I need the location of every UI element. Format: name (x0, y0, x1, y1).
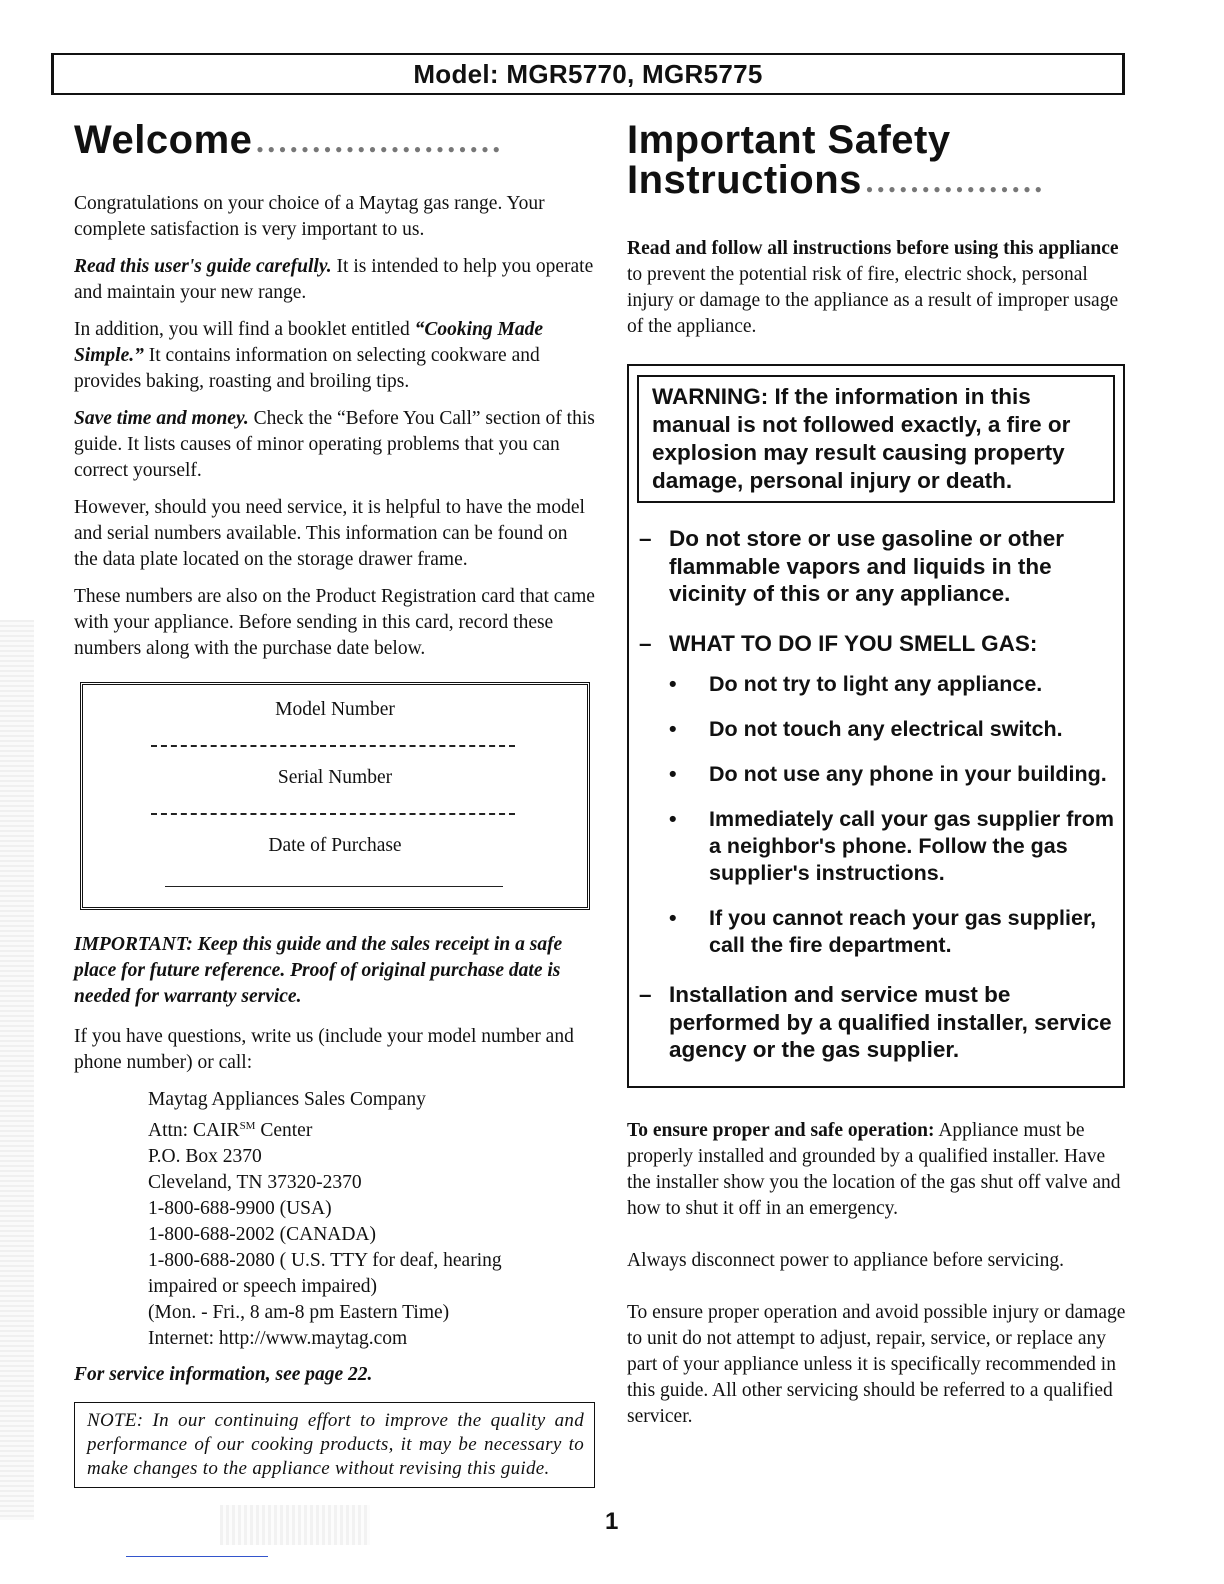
welcome-paragraph-4: Save time and money. Check the “Before You Call” section of this guide. It lists causes of minor operating problems that you can correct yourself. (74, 408, 595, 481)
company-name: Maytag Appliances Sales Company (148, 1089, 426, 1110)
safety-intro: Read and follow all instructions before using this appliance to prevent the potential risk of fire, electric shock, personal injury or damage to the appliance as a result of improper usage of the appliance. (627, 238, 1119, 337)
heading-dot-leader: ●●●●●●●●●●●●●●●● (865, 182, 1046, 196)
repair-paragraph: To ensure proper operation and avoid possible injury or damage to unit do not attempt to adjust, repair, service, or replace any part of your appliance unless it is specifically recommended in this guide. All other servicing should be referred to a qualified servicer. (627, 1301, 1126, 1427)
welcome-paragraph-5: However, should you need service, it is helpful to have the model and serial numbers available. This information can be found on the data plate located on the storage drawer frame. (74, 497, 585, 570)
disconnect-power-paragraph: Always disconnect power to appliance before servicing. (627, 1249, 1064, 1271)
record-numbers-box (80, 682, 590, 910)
welcome-paragraph-1: Congratulations on your choice of a Maytag gas range. Your complete satisfaction is very important to us. (74, 193, 545, 240)
date-of-purchase-blank (165, 886, 503, 887)
gasoline-warning: – Do not store or use gasoline or other flammable vapors and liquids in the vicinity of this or any appliance. (639, 526, 1065, 606)
safety-column (627, 120, 1127, 1430)
smell-gas-heading: – WHAT TO DO IF YOU SMELL GAS: (639, 630, 1038, 656)
page-number: 1 (605, 1508, 619, 1535)
warning-box: WARNING: If the information in this manual is not followed exactly, a fire or explosion may result causing property damage, personal injury or death. (637, 375, 1115, 503)
gas-step: • Do not try to light any appliance. (669, 672, 1043, 696)
po-box: P.O. Box 2370 (148, 1146, 262, 1167)
scan-shading (220, 1505, 370, 1545)
attn-line: Attn: CAIR℠ Center (148, 1120, 313, 1141)
model-title: Model: MGR5770, MGR5775 (413, 58, 763, 89)
welcome-paragraph-2: Read this user's guide carefully. It is intended to help you operate and maintain your new range. (74, 256, 594, 303)
welcome-column (74, 120, 596, 1488)
welcome-heading: Welcome ●●●●●●●●●●●●●●●●●●●●●● (74, 118, 504, 162)
model-banner (51, 53, 1125, 95)
phone-usa: 1-800-688-9900 (USA) (148, 1198, 332, 1219)
gas-step: • Immediately call your gas supplier from a neighbor's phone. Follow the gas supplier's instructions. (669, 807, 1115, 885)
installation-warning: – Installation and service must be performed by a qualified installer, service agency or the gas supplier. (639, 982, 1112, 1062)
gas-step: • Do not touch any electrical switch. (669, 717, 1063, 741)
serial-number-label: Serial Number (277, 767, 393, 788)
heading-dot-leader: ●●●●●●●●●●●●●●●●●●●●●● (256, 142, 504, 156)
welcome-paragraph-3: In addition, you will find a booklet entitled “Cooking Made Simple.” It contains information on selecting cookware and provides baking, roasting and broiling tips. (74, 319, 544, 392)
scan-shading (0, 620, 34, 1520)
important-notice: IMPORTANT: Keep this guide and the sales receipt in a safe place for future reference. Proof of original purchase date is needed for warranty service. (74, 934, 563, 1007)
city-line: Cleveland, TN 37320-2370 (148, 1172, 362, 1193)
date-of-purchase-label: Date of Purchase (268, 835, 402, 856)
welcome-paragraph-6: These numbers are also on the Product Registration card that came with your appliance. Before sending in this card, record these numbers along with the purchase date below. (74, 586, 595, 659)
proper-operation-paragraph: To ensure proper and safe operation: Appliance must be properly installed and grounded by a qualified installer. Have the installer show you the location of the gas shut off valve and how to shut it off in an emergency. (627, 1119, 1121, 1219)
gas-step: • If you cannot reach your gas supplier, call the fire department. (669, 906, 1097, 957)
footer-rule (126, 1556, 268, 1557)
business-hours: (Mon. - Fri., 8 am-8 pm Eastern Time) (148, 1302, 450, 1323)
safety-heading: Important Safety Instructions ●●●●●●●●●●●●●●●● (627, 118, 1046, 202)
phone-tty-note: impaired or speech impaired) (148, 1276, 378, 1297)
phone-canada: 1-800-688-2002 (CANADA) (148, 1224, 377, 1245)
contact-address (148, 1087, 596, 1352)
model-number-label: Model Number (275, 699, 395, 720)
internet-link[interactable]: Internet: http://www.maytag.com (148, 1328, 408, 1349)
serial-number-blank (151, 813, 515, 815)
service-info-reference: For service information, see page 22. (74, 1364, 373, 1385)
phone-tty: 1-800-688-2080 ( U.S. TTY for deaf, hearing (148, 1250, 502, 1271)
warning-frame (627, 364, 1125, 1088)
model-number-blank (151, 745, 515, 747)
note-box: NOTE: In our continuing effort to improve the quality and performance of our cooking products, it may be necessary to make changes to the appliance without revising this guide. (74, 1402, 595, 1488)
questions-paragraph: If you have questions, write us (include your model number and phone number) or call: (74, 1026, 574, 1073)
gas-step: • Do not use any phone in your building. (669, 762, 1107, 786)
